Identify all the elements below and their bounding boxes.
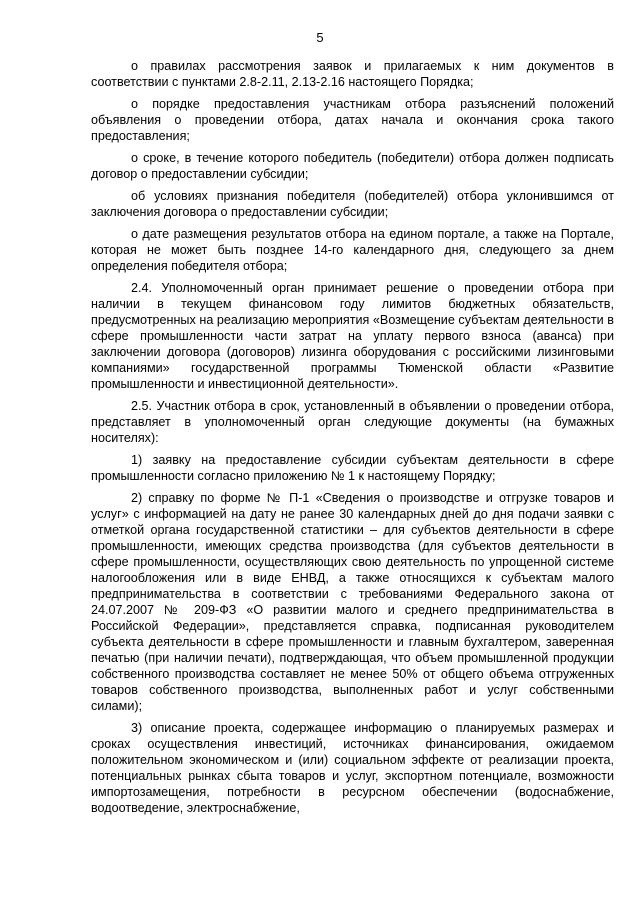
paragraph-section-2-4: 2.4. Уполномоченный орган принимает решение о проведении отбора при наличии в текущем финансовом году лимитов бюджетных обязательств, предусмотренных на реализацию мероприятия «Возмещение субъектам деятельности в сфере промышленности части затрат на уплату первого взноса (аванса) при заключении договора (договоров) лизинга оборудования с российскими лизинговыми компаниями» государственной программы Тюменской области «Развитие промышленности и инвестиционной деятельности».: [91, 281, 614, 391]
paragraph-section-2-5: 2.5. Участник отбора в срок, установленный в объявлении о проведении отбора, представляет в уполномоченный орган следующие документы (на бумажных носителях):: [91, 399, 614, 445]
paragraph-results-date: о дате размещения результатов отбора на едином портале, а также на Портале, которая не может быть позднее 14-го календарного дня, следующего за днем определения победителя отбора;: [91, 227, 614, 273]
document-body: [91, 58, 614, 822]
paragraph-evasion-conditions: об условиях признания победителя (победителей) отбора уклонившимся от заключения договора о предоставлении субсидии;: [91, 189, 614, 219]
page-number: 5: [316, 30, 324, 45]
paragraph-rules-review: о правилах рассмотрения заявок и прилагаемых к ним документов в соответствии с пунктами 2.8-2.11, 2.13-2.16 настоящего Порядка;: [91, 59, 614, 89]
paragraph-contract-deadline: о сроке, в течение которого победитель (победители) отбора должен подписать договор о предоставлении субсидии;: [91, 151, 614, 181]
paragraph-item-3: 3) описание проекта, содержащее информацию о планируемых размерах и сроках осуществления инвестиций, источниках финансирования, ожидаемом положительном экономическом и (или) социальном эффекте от реализации проекта, потенциальных рынках сбыта товаров и услуг, экспортном потенциале, возможности импортозамещения, потребности в ресурсном обеспечении (водоснабжение, водоотведение, электроснабжение,: [91, 721, 614, 815]
paragraph-item-2: 2) справку по форме № П-1 «Сведения о производстве и отгрузке товаров и услуг» с информацией на дату не ранее 30 календарных дней до дня подачи заявки с отметкой органа государственной статистики – для субъектов деятельности в сфере промышленности, имеющих средства производства (для субъектов деятельности в сфере промышленности, осуществляющих свою деятельность по упрощенной системе налогообложения или в виде ЕНВД, а также относящихся к субъектам малого предпринимательства в соответствии с требованиями Федерального закона от 24.07.2007 № 209-ФЗ «О развитии малого и среднего предпринимательства в Российской Федерации», представляется справка, подписанная руководителем субъекта деятельности в сфере промышленности и главным бухгалтером, заверенная печатью (при наличии печати), подтверждающая, что объем промышленной продукции собственного производства составляет не менее 50% от общего объема отгруженных товаров собственного производства, выполненных работ и услуг собственными силами);: [91, 491, 614, 713]
paragraph-clarifications: о порядке предоставления участникам отбора разъяснений положений объявления о проведении отбора, датах начала и окончания срока такого предоставления;: [91, 97, 614, 143]
paragraph-item-1: 1) заявку на предоставление субсидии субъектам деятельности в сфере промышленности согласно приложению № 1 к настоящему Порядку;: [91, 453, 614, 483]
